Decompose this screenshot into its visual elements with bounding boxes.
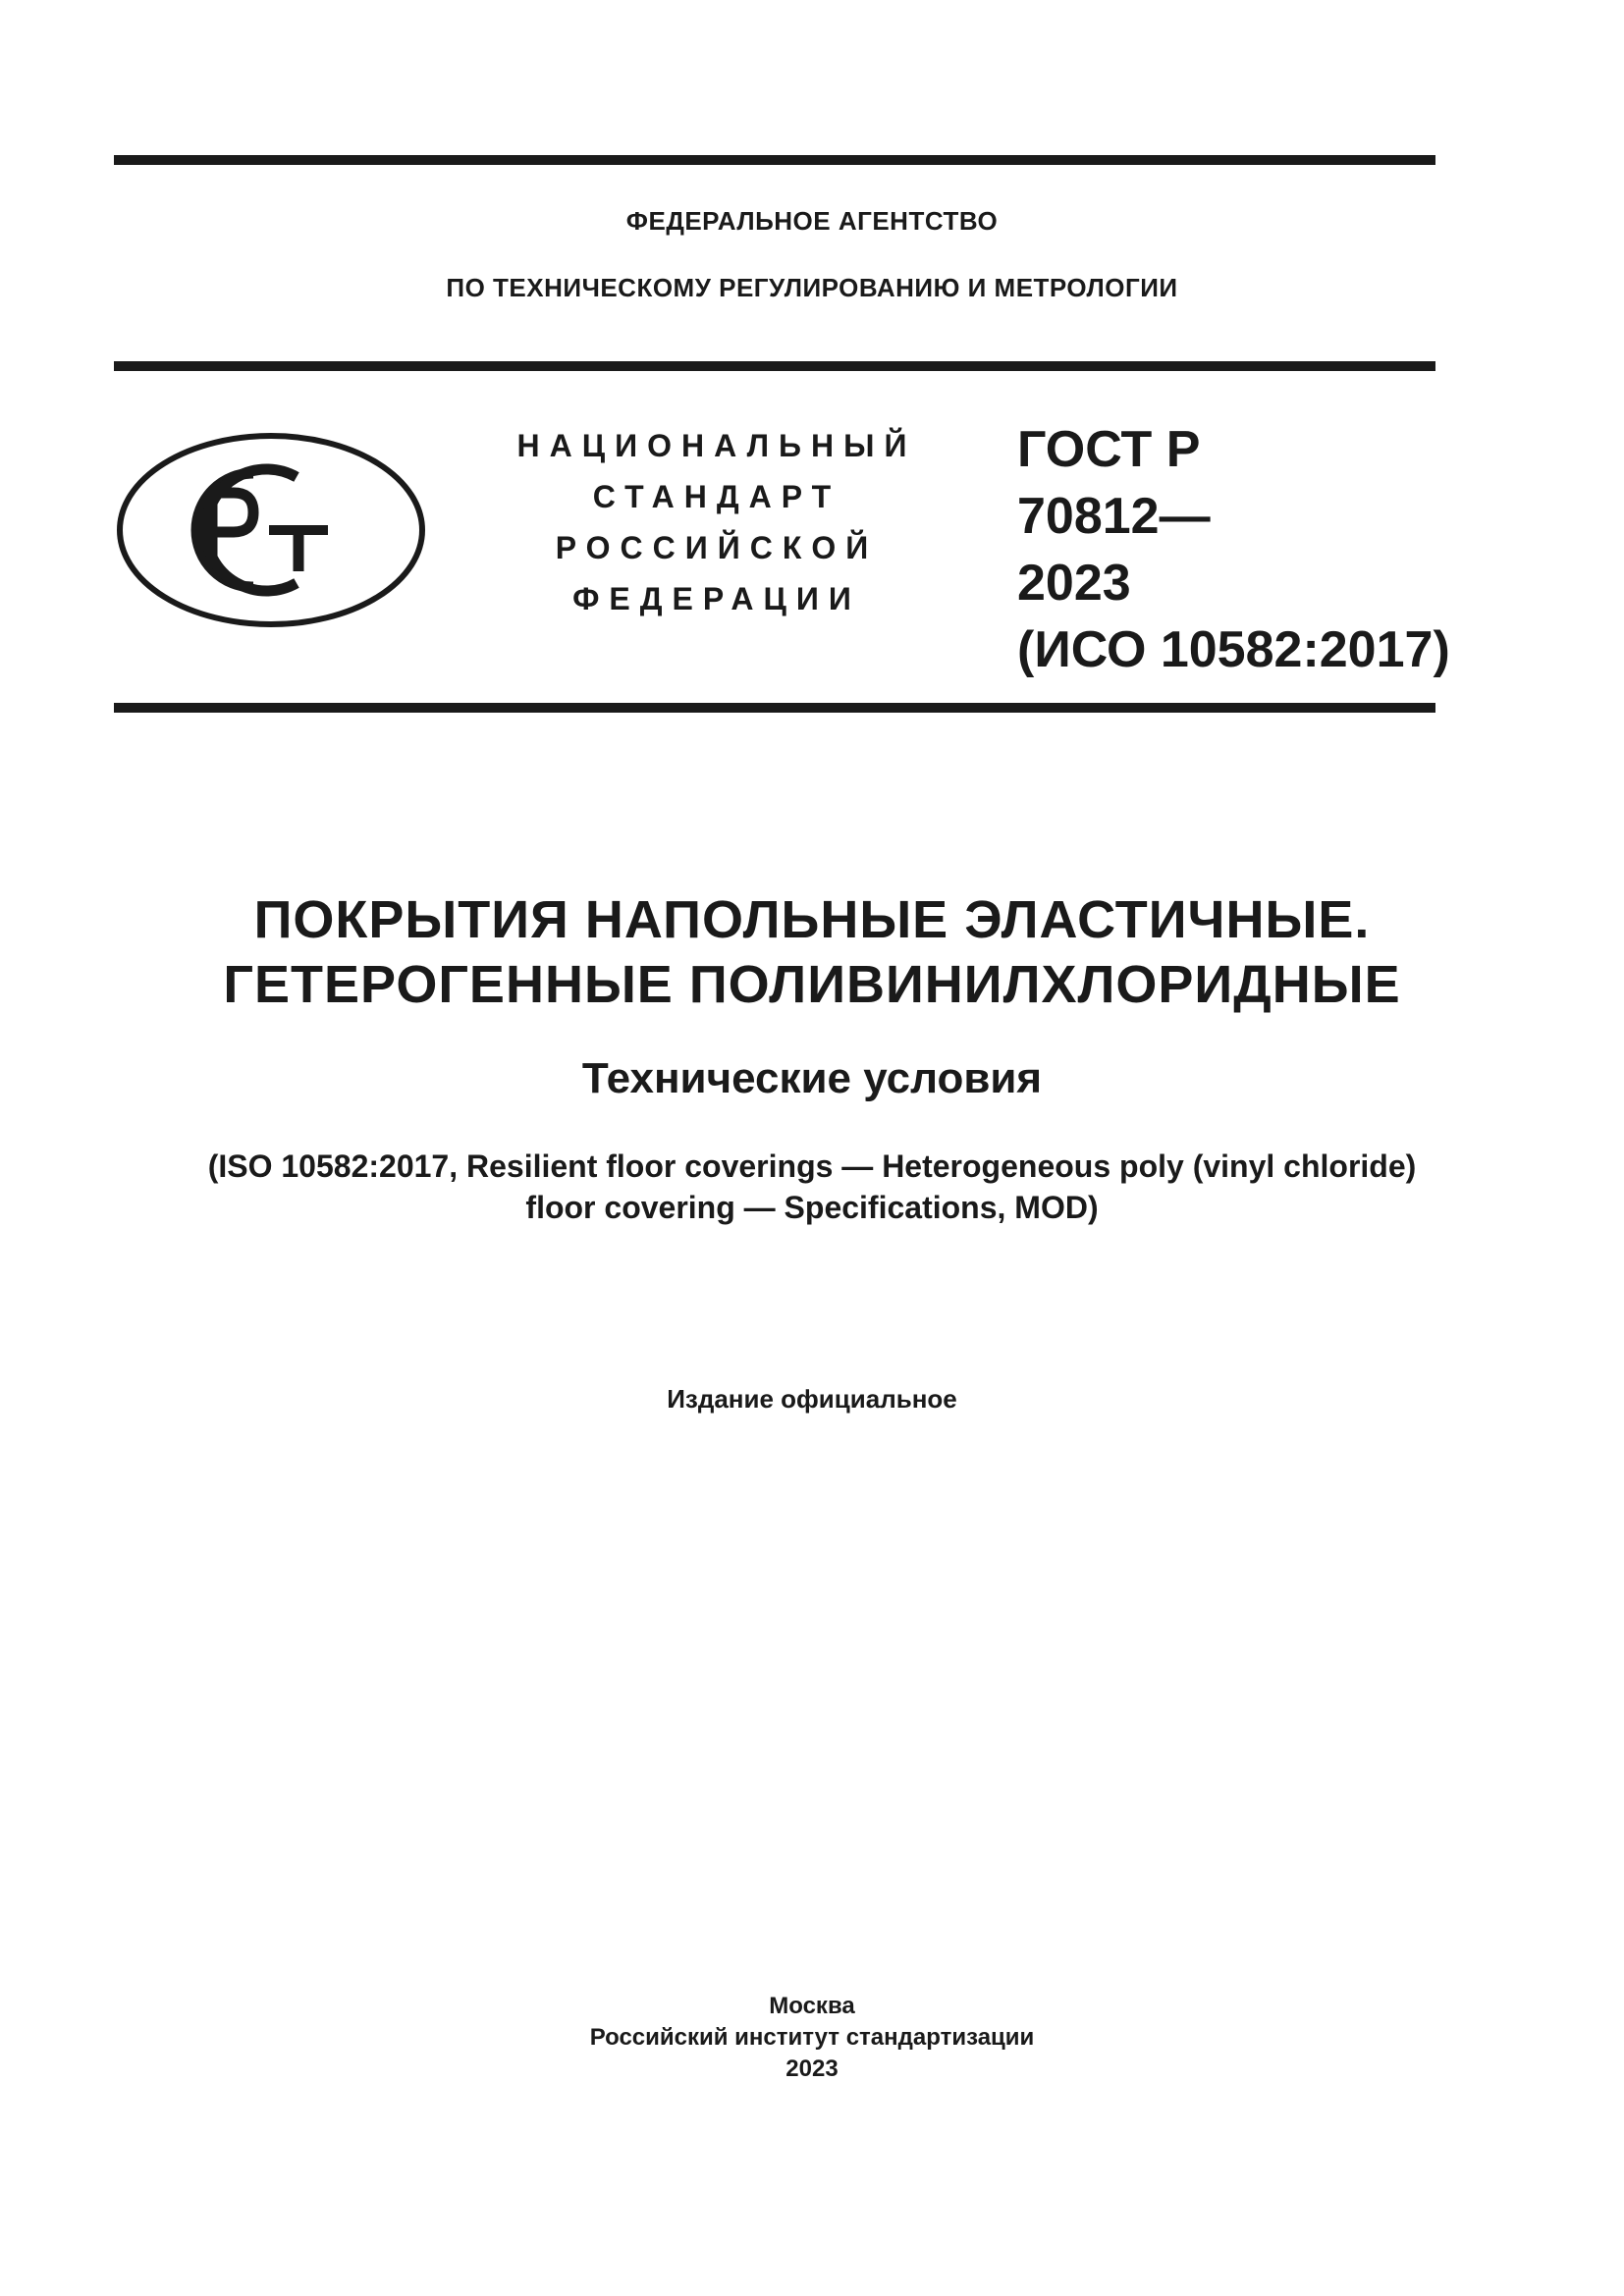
imprint-publisher: Российский институт стандартизации: [589, 2024, 1035, 2051]
imprint-year: 2023: [785, 2056, 839, 2082]
document-subtitle: Технические условия: [581, 1054, 1043, 1102]
designation-line: 70812—: [1017, 488, 1211, 545]
designation-line: 2023: [1017, 555, 1131, 612]
document-title-line-1: ПОКРЫТИЯ НАПОЛЬНЫЕ ЭЛАСТИЧНЫЕ.: [253, 890, 1371, 949]
header-rule: [114, 361, 1435, 371]
imprint-city: Москва: [769, 1993, 855, 2019]
standard-block-rule: [114, 703, 1435, 713]
national-line: НАЦИОНАЛЬНЫЙ: [516, 428, 917, 463]
rst-certification-mark-icon: [116, 432, 426, 628]
national-standard-label: [511, 420, 923, 624]
standard-designation: [1017, 416, 1450, 683]
designation-line: ГОСТ Р: [1017, 421, 1201, 478]
agency-name-line-2: ПО ТЕХНИЧЕСКОМУ РЕГУЛИРОВАНИЮ И МЕТРОЛОГИИ: [446, 273, 1178, 302]
designation-line: (ИСО 10582:2017): [1017, 621, 1450, 678]
national-line: РОССИЙСКОЙ: [555, 530, 879, 565]
national-line: ФЕДЕРАЦИИ: [572, 581, 861, 616]
national-line: СТАНДАРТ: [592, 479, 841, 514]
international-reference-line-2: floor covering — Specifications, MOD): [525, 1190, 1099, 1225]
document-title-line-2: ГЕТЕРОГЕННЫЕ ПОЛИВИНИЛХЛОРИДНЫЕ: [223, 955, 1401, 1014]
top-rule: [114, 155, 1435, 165]
agency-name-line-1: ФЕДЕРАЛЬНОЕ АГЕНТСТВО: [625, 206, 999, 236]
international-reference-line-1: (ISO 10582:2017, Resilient floor coverings — Heterogeneous poly (vinyl chloride): [207, 1148, 1417, 1184]
edition-label: Издание официальное: [667, 1384, 957, 1414]
